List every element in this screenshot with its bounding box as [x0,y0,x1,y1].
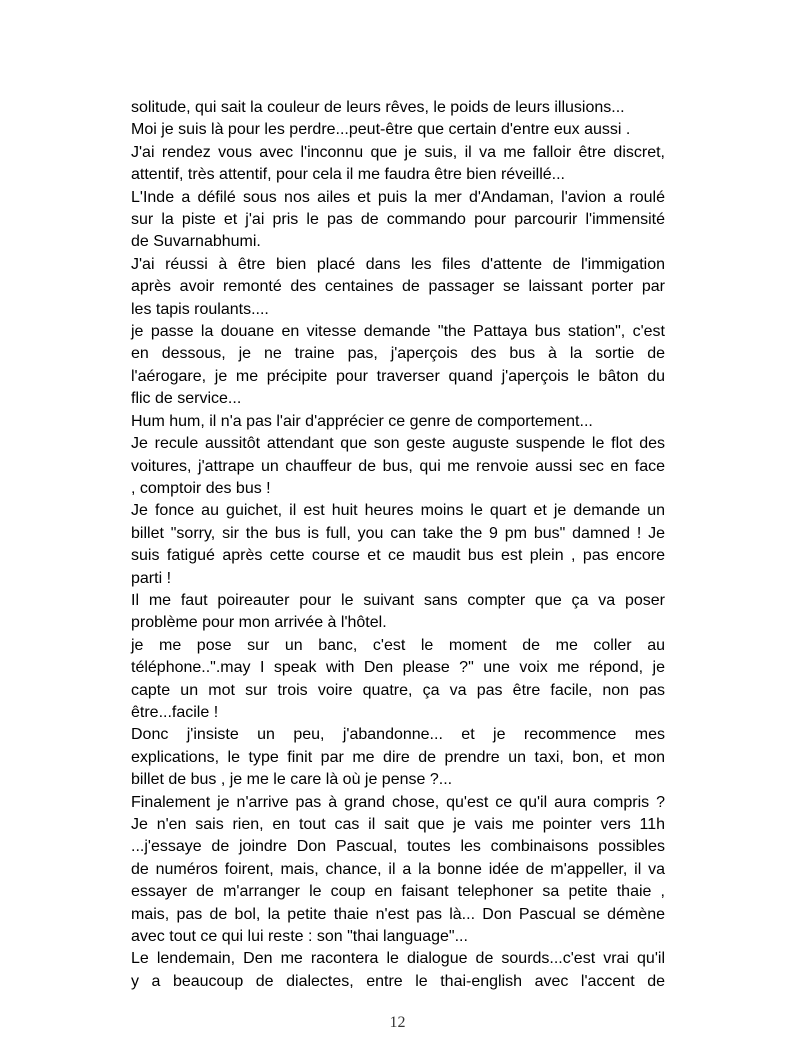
text-line: ...j'essaye de joindre Don Pascual, toutes les combinaisons possibles [131,838,665,856]
text-line: avec tout ce qui lui reste : son "thai language"... [131,928,468,946]
text-line: Je recule aussitôt attendant que son geste auguste suspende le flot des [131,435,665,453]
text-line: solitude, qui sait la couleur de leurs rêves, le poids de leurs illusions... [131,99,625,116]
text-line: Je fonce au guichet, il est huit heures moins le quart et je demande un [131,502,665,520]
text-line: Moi je suis là pour les perdre...peut-être que certain d'entre eux aussi . [131,121,631,139]
text-line: Il me faut poireauter pour le suivant sans compter que ça va poser [131,591,665,609]
text-line: billet de bus , je me le care là où je pense ?... [131,771,453,789]
text-line: Le lendemain, Den me racontera le dialogue de sourds...c'est vrai qu'il [131,950,665,968]
text-line: Donc j'insiste un peu, j'abandonne... et je recommence mes [131,726,665,744]
text-line: les tapis roulants.... [131,300,269,318]
text-line: y a beaucoup de dialectes, entre le thai-english avec l'accent de [131,972,665,990]
text-line: Finalement je n'arrive pas à grand chose, qu'est ce qu'il aura compris ? [131,793,665,811]
text-line: en dessous, je ne traine pas, j'aperçois des bus à la sortie de [131,345,665,363]
text-line: billet "sorry, sir the bus is full, you can take the 9 pm bus" damned ! Je [131,524,665,542]
text-line: Hum hum, il n'a pas l'air d'apprécier ce genre de comportement... [131,412,593,430]
text-line: Je n'en sais rien, en tout cas il sait que je vais me pointer vers 11h [131,816,665,833]
page-body-text [131,97,665,993]
text-line: de numéros foirent, mais, chance, il a la bonne idée de m'appeller, il va [131,860,665,878]
text-line: L'Inde a défilé sous nos ailes et puis la mer d'Andaman, l'avion a roulé [131,188,665,206]
text-line: essayer de m'arranger le coup en faisant telephoner sa petite thaie , [131,883,665,901]
text-line: de Suvarnabhumi. [131,233,261,251]
page-number: 12 [389,1014,406,1031]
text-line: sur la piste et j'ai pris le pas de commando pour parcourir l'immensité [131,211,665,229]
text-line: mais, pas de bol, la petite thaie n'est pas là... Don Pascual se démène [131,905,665,923]
text-line: téléphone..".may I speak with Den please ?" une voix me répond, je [131,659,665,677]
text-line: J'ai réussi à être bien placé dans les files d'attente de l'immigation [131,255,665,273]
text-line: capte un mot sur trois voire quatre, ça va pas être facile, non pas [131,681,665,699]
text-line: voitures, j'attrape un chauffeur de bus, qui me renvoie aussi sec en face [131,457,665,475]
text-line: l'aérogare, je me précipite pour traverser quand j'aperçois le bâton du [131,367,665,385]
text-line: problème pour mon arrivée à l'hôtel. [131,614,387,632]
text-line: flic de service... [131,390,242,408]
text-line: explications, le type finit par me dire de prendre un taxi, bon, et mon [131,748,665,766]
text-line: suis fatigué après cette course et ce maudit bus est plein , pas encore [131,547,665,565]
text-line: après avoir remonté des centaines de passager se laissant porter par [131,278,665,296]
text-line: , comptoir des bus ! [131,479,271,497]
text-line: être...facile ! [131,703,219,721]
text-line: je me pose sur un banc, c'est le moment de me coller au [131,636,665,654]
text-line: parti ! [131,569,172,587]
text-line: je passe la douane en vitesse demande "the Pattaya bus station", c'est [131,323,665,341]
text-line: J'ai rendez vous avec l'inconnu que je suis, il va me falloir être discret, [131,143,665,161]
text-line: attentif, très attentif, pour cela il me faudra être bien réveillé... [131,166,565,184]
